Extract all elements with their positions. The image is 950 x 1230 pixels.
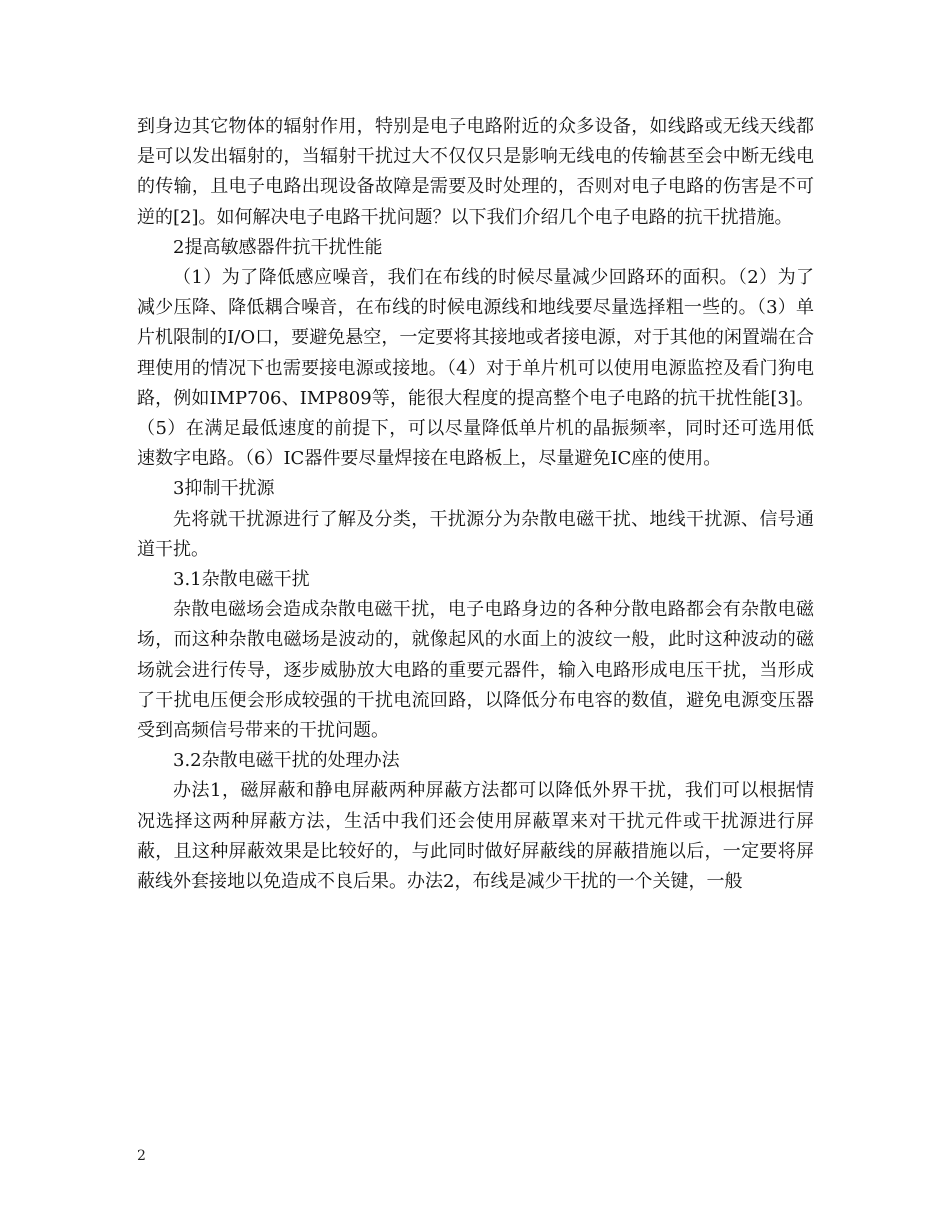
section-heading: 3.1杂散电磁干扰 bbox=[173, 569, 310, 591]
body-paragraph: 办法1，磁屏蔽和静电屏蔽两种屏蔽方法都可以降低外界干扰，我们可以根据情况选择这两种屏蔽方法，生活中我们还会使用屏蔽罩来对干扰元件或干扰源进行屏蔽，且这种屏蔽效果是比较好的，与此同时做好屏蔽线的屏蔽措施以后，一定要将屏蔽线外套接地以免造成不良后果。办法2，布线是减少干扰的一个关键，一般 bbox=[137, 780, 814, 893]
section-heading: 3抑制干扰源 bbox=[173, 478, 275, 500]
body-paragraph: 到身边其它物体的辐射作用，特别是电子电路附近的众多设备，如线路或无线天线都是可以发出辐射的，当辐射干扰过大不仅仅只是影响无线电的传输甚至会中断无线电的传输，且电子电路出现设备故障是需要及时处理的，否则对电子电路的伤害是不可逆的[2]。如何解决电子电路干扰问题？以下我们介绍几个电子电路的抗干扰措施。 bbox=[137, 116, 814, 228]
document-body bbox=[137, 112, 814, 897]
body-paragraph: 杂散电磁场会造成杂散电磁干扰，电子电路身边的各种分散电路都会有杂散电磁场，而这种杂散电磁场是波动的，就像起风的水面上的波纹一般，此时这种波动的磁场就会进行传导，逐步威胁放大电路的重要元器件，输入电路形成电压干扰，当形成了干扰电压便会形成较强的干扰电流回路，以降低分布电容的数值，避免电源变压器受到高频信号带来的干扰问题。 bbox=[137, 599, 814, 742]
section-heading: 2提高敏感器件抗干扰性能 bbox=[173, 236, 383, 258]
section-heading: 3.2杂散电磁干扰的处理办法 bbox=[173, 750, 400, 772]
page-number: 2 bbox=[137, 1148, 146, 1164]
body-paragraph: （1）为了降低感应噪音，我们在布线的时候尽量减少回路环的面积。（2）为了减少压降、降低耦合噪音，在布线的时候电源线和地线要尽量选择粗一些的。（3）单片机限制的I/O口，要避免悬空，一定要将其接地或者接电源，对于其他的闲置端在合理使用的情况下也需要接电源或接地。（4）对于单片机可以使用电源监控及看门狗电路，例如IMP706、IMP809等，能很大程度的提高整个电子电路的抗干扰性能[3]。（5）在满足最低速度的前提下，可以尽量降低单片机的晶振频率，同时还可选用低速数字电路。（6）IC器件要尽量焊接在电路板上，尽量避免IC座的使用。 bbox=[137, 267, 814, 470]
body-paragraph: 先将就干扰源进行了解及分类，干扰源分为杂散电磁干扰、地线干扰源、信号通道干扰。 bbox=[137, 508, 814, 560]
